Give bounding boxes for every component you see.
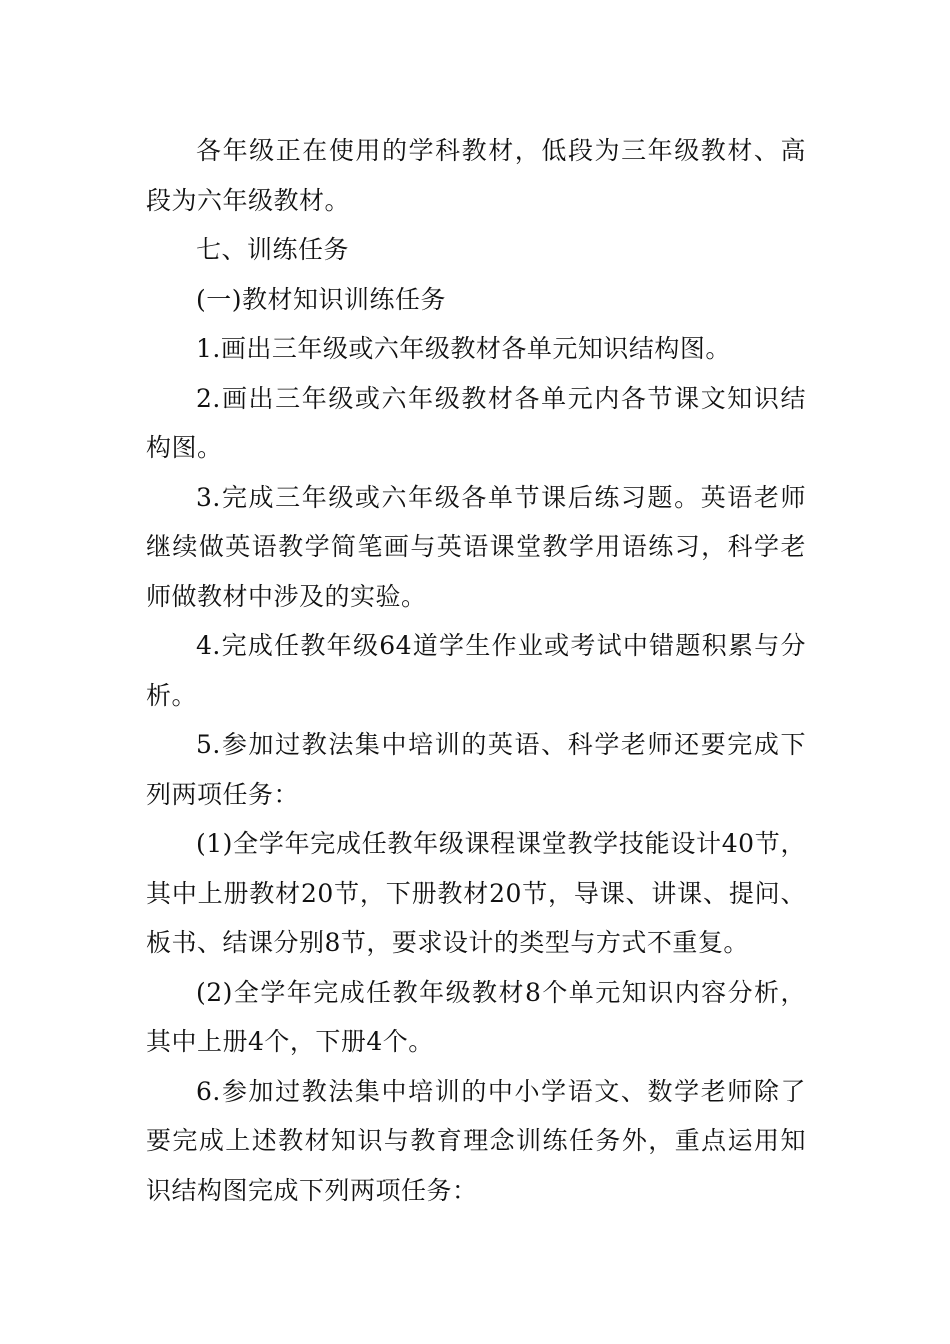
section-heading-training-tasks: 七、训练任务 xyxy=(196,235,350,264)
paragraph-textbook-scope: 各年级正在使用的学科教材，低段为三年级教材、高段为六年级教材。 xyxy=(146,136,806,215)
sub-item-2: (2)全学年完成任教年级教材8个单元知识内容分析，其中上册4个，下册4个。 xyxy=(146,977,806,1056)
list-item-2: 2.画出三年级或六年级教材各单元内各节课文知识结构图。 xyxy=(146,383,806,462)
document-body xyxy=(146,126,806,1215)
sub-item-1: (1)全学年完成任教年级课程课堂教学技能设计40节，其中上册教材20节，下册教材20节，导课、讲课、提问、板书、结课分别8节，要求设计的类型与方式不重复。 xyxy=(146,829,806,957)
list-item-1: 1.画出三年级或六年级教材各单元知识结构图。 xyxy=(196,334,731,363)
subsection-heading-textbook-knowledge: (一)教材知识训练任务 xyxy=(196,284,447,314)
list-item-3: 3.完成三年级或六年级各单节课后练习题。英语老师继续做英语教学简笔画与英语课堂教学用语练习，科学老师做教材中涉及的实验。 xyxy=(146,482,806,611)
list-item-4: 4.完成任教年级64道学生作业或考试中错题积累与分析。 xyxy=(146,631,806,710)
list-item-6: 6.参加过教法集中培训的中小学语文、数学老师除了要完成上述教材知识与教育理念训练任务外，重点运用知识结构图完成下列两项任务： xyxy=(146,1076,806,1205)
list-item-5: 5.参加过教法集中培训的英语、科学老师还要完成下列两项任务： xyxy=(146,730,806,809)
